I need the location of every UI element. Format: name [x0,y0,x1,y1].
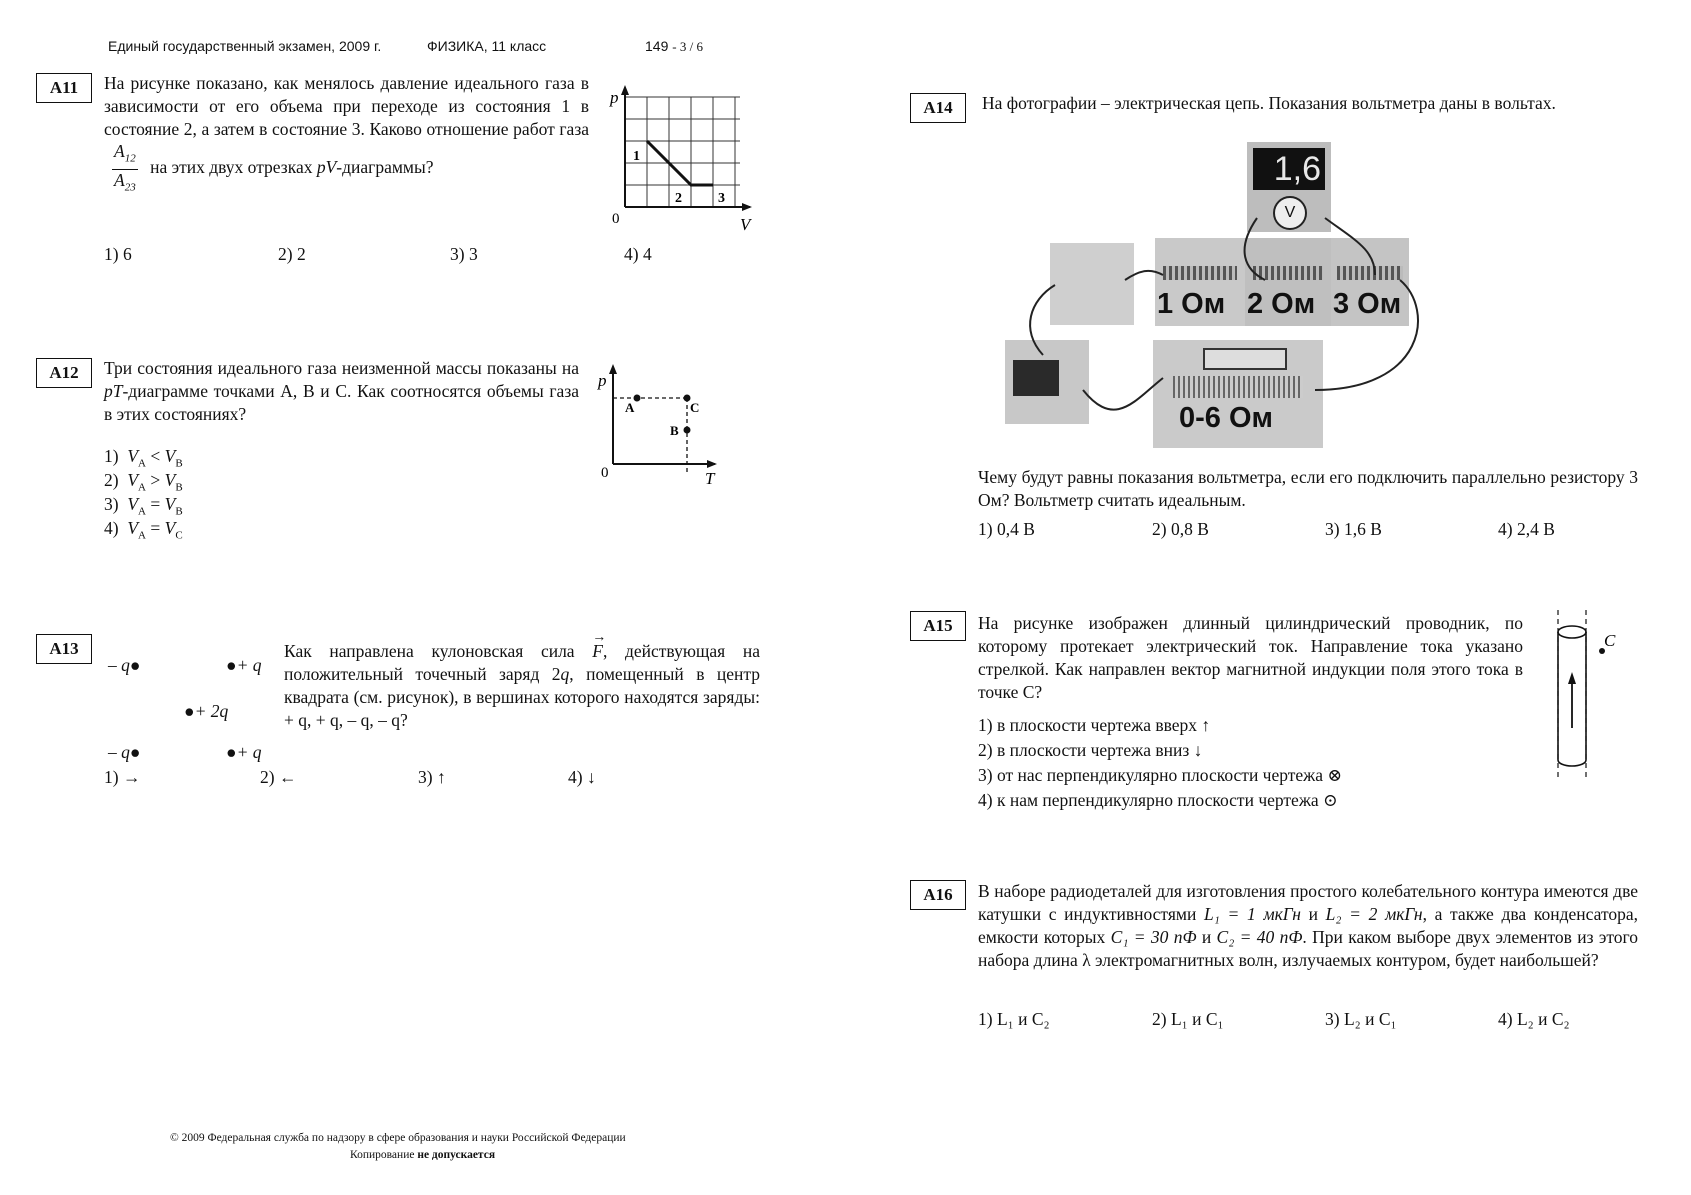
a12-label-b: B [670,423,679,438]
a11-text-1: На рисунке показано, как менялось давление идеального газа в зависимости от его объема при переходе из состояния 1 в состояние 2, а затем в состояние 3. Каково отношение работ газа [104,73,589,139]
a12-label-a: A [625,400,635,415]
a13-force-letter: F [592,641,603,661]
resistor-3-label: 3 Ом [1333,288,1402,320]
task-label-a16: А16 [910,880,966,910]
a12-opt1-rel: < [150,446,161,466]
footer-copy-label: Копирование [350,1149,415,1161]
a11-arrow-p [621,85,629,95]
a11-frac-num-letter: A [114,141,125,161]
header-exam: Единый государственный экзамен, 2009 г. [108,38,382,54]
task-text-a16 [978,880,1638,972]
a12-opt2-lhs: V [127,470,139,490]
task-label-a15: А15 [910,611,966,641]
a16-and: и [1308,904,1318,924]
a16-l1: L₁ = 1 мкГн [1204,904,1301,924]
a11-diag-prefix: pV [316,157,337,178]
a13-charge-top-left: – q● [108,655,141,675]
voltmeter-symbol: V [1273,196,1307,230]
a16-text-2: , а также два конденсатора, емкости которых [978,904,1638,947]
a14-option-4[interactable]: 4) 2,4 В [1498,519,1555,539]
a13-charge-tr-text: + q [236,655,262,675]
a12-opt4-rhs: V [164,518,176,538]
a14-option-3[interactable]: 3) 1,6 В [1325,519,1382,539]
a16-and-2: и [1201,927,1212,947]
a13-charge-tl-text: – q [108,655,130,675]
a16-option-3[interactable]: 3) L₂ и C₁ [1325,1009,1397,1029]
a13-charge-top-right: ●+ q [226,655,262,675]
a11-text-3: -диаграммы? [336,157,434,178]
task-text-a14: На фотографии – электрическая цепь. Показания вольтметра даны в вольтах. [982,93,1556,113]
a12-opt4-ls: A [138,529,146,542]
a13-option-4[interactable]: 4) ↓ [568,767,596,787]
a13-charge-bl-text: – q [108,742,130,762]
a13-text-1: Как направлена кулоновская сила [284,641,575,661]
task-label-a12: А12 [36,358,92,388]
a13-option-2[interactable]: 2) ← [260,767,297,787]
a12-label-c: C [690,400,700,415]
a12-opt3-n: 3) [104,494,119,514]
a12-text-2: -диаграмме точками А, В и С. Как соотносятся объемы газа в этих состояниях? [104,381,579,424]
a11-frac-num-sub: 12 [124,152,136,165]
task-text-a15: На рисунке изображен длинный цилиндрический проводник, по которому протекает электрический ток. Направление тока указано стрелкой. Как направлен вектор магнитной индукции поля этого тока в точке С? [978,613,1523,702]
a16-option-4[interactable]: 4) L₂ и C₂ [1498,1009,1570,1029]
a11-pv-graph [600,85,760,235]
a12-label-p: p [598,371,607,390]
a15-option-2[interactable]: 2) в плоскости чертежа вниз ↓ [978,740,1203,760]
a15-option-1[interactable]: 1) в плоскости чертежа вверх ↑ [978,715,1211,735]
a12-opt1-rs: B [175,457,183,470]
a11-point-1: 1 [633,149,640,164]
a12-text-1: Три состояния идеального газа неизменной массы показаны на [104,358,579,378]
a11-point-3: 3 [718,191,725,206]
a15-option-3[interactable]: 3) от нас перпендикулярно плоскости чертежа ⊗ [978,765,1343,785]
task-text-a12 [104,357,579,426]
a12-opt2-n: 2) [104,470,119,490]
a11-label-v: V [740,215,751,234]
header-page-number: 149 [645,38,669,54]
a15-top-ellipse [1558,626,1586,638]
a11-frac-denominator [112,170,138,198]
a11-point-2: 2 [675,191,682,206]
a12-arrow-p [609,364,617,374]
a12-origin: 0 [601,465,609,481]
a12-opt1-n: 1) [104,446,119,466]
task-text-a13 [284,630,760,732]
a12-opt4-n: 4) [104,518,119,538]
a12-opt1-ls: A [138,457,146,470]
task-text-a11 [104,72,589,197]
a12-opt3-rel: = [150,494,161,514]
vector-arrow-icon: → [592,630,607,645]
a11-frac-den-letter: A [114,169,125,190]
a12-opt3-rhs: V [164,494,176,514]
a15-conductor-figure [1545,608,1635,788]
a16-text-1: В наборе радиодеталей для изготовления простого колебательного контура имеются две катушки с индуктивностями [978,881,1638,924]
rheostat-label: 0-6 Ом [1179,402,1273,434]
a11-option-3[interactable]: 3) 3 [450,244,478,264]
a12-pt-graph [595,362,725,488]
a11-arrow-v [742,203,752,211]
a15-bottom-ellipse [1558,760,1586,766]
a13-text-3: , помещенный в центр квадрата (см. рисунок), в вершинах которого находятся заряды: + q, + q, – q, – q? [284,664,760,730]
resistor-1-label: 1 Ом [1157,288,1226,320]
a13-force-vector [592,630,607,663]
a12-opt4-rs: C [175,529,183,542]
a13-option-1[interactable]: 1) → [104,767,141,787]
header-page [645,38,703,55]
a16-l2: L₂ = 2 мкГн [1325,904,1423,924]
a11-origin: 0 [612,211,620,227]
a14-option-1[interactable]: 1) 0,4 В [978,519,1035,539]
a12-diag: pT [104,381,123,401]
a12-opt2-rhs: V [164,470,176,490]
a11-frac-den-sub: 23 [124,181,136,193]
header-page-of: - 3 / 6 [672,39,703,54]
footer-copy-note [350,1149,495,1161]
task-label-a13: А13 [36,634,92,664]
a11-option-4[interactable]: 4) 4 [624,244,652,264]
a13-charge-br-text: + q [236,742,262,762]
a12-point-a [634,395,641,402]
a12-opt2-rs: B [175,481,183,494]
a11-option-1[interactable]: 1) 6 [104,244,132,264]
a12-option-4[interactable] [104,517,183,548]
a12-arrow-t [707,460,717,468]
a12-point-b [684,427,691,434]
a13-q: q [560,664,570,684]
a12-opt4-lhs: V [127,518,139,538]
a13-charge-bottom-right: ●+ q [226,742,262,762]
a16-option-1[interactable]: 1) L₁ и C₂ [978,1009,1050,1029]
a14-option-2[interactable]: 2) 0,8 В [1152,519,1209,539]
a12-opt3-ls: A [138,505,146,518]
footer-copyright: © 2009 Федеральная служба по надзору в сфере образования и науки Российской Федерации [170,1132,626,1144]
a15-option-4[interactable]: 4) к нам перпендикулярно плоскости чертежа ⊙ [978,790,1338,810]
task-label-a14: А14 [910,93,966,123]
a11-label-p: p [610,88,619,107]
a12-opt3-rs: B [175,505,183,518]
a12-opt1-lhs: V [127,446,139,466]
a16-text-3: . При каком выборе двух элементов из этого набора длина λ электромагнитных волн, излучаемых контуром, будет наибольшей? [978,927,1638,970]
voltmeter-display: 1,6 [1253,148,1325,190]
a12-opt3-lhs: V [127,494,139,514]
a12-opt2-ls: A [138,481,146,494]
a11-frac-numerator [112,141,138,170]
a13-charge-center: ●+ 2q [184,701,229,721]
a16-option-2[interactable]: 2) L₁ и C₁ [1152,1009,1224,1029]
a13-charge-center-text: + 2q [194,701,229,721]
a11-fraction [112,141,138,197]
a13-charge-bottom-left: – q● [108,742,141,762]
circuit-wires [995,140,1435,452]
a15-current-arrowhead [1568,672,1576,684]
a16-c2: C₂ = 40 пФ [1216,927,1303,947]
a12-opt4-rel: = [150,518,161,538]
a12-label-t: T [705,469,715,488]
header-subject: ФИЗИКА, 11 класс [427,38,547,54]
a15-label-c: C [1604,631,1616,650]
a12-opt2-rel: > [150,470,161,490]
footer-copy-forbidden: не допускается [417,1149,496,1161]
a14-question: Чему будут равны показания вольтметра, если его подключить параллельно резистору 3 Ом? Вольтметр считать идеальным. [978,467,1638,510]
a13-text-2: , действующая на положительный точечный заряд 2 [284,641,760,684]
a11-option-2[interactable]: 2) 2 [278,244,306,264]
a12-opt1-rhs: V [164,446,176,466]
resistor-2-label: 2 Ом [1247,288,1316,320]
a11-text-2: на этих двух отрезках [150,157,313,178]
a16-c1: C₁ = 30 пФ [1110,927,1197,947]
circuit-photo [995,140,1435,452]
a13-option-3[interactable]: 3) ↑ [418,767,446,787]
task-label-a11: А11 [36,73,92,103]
